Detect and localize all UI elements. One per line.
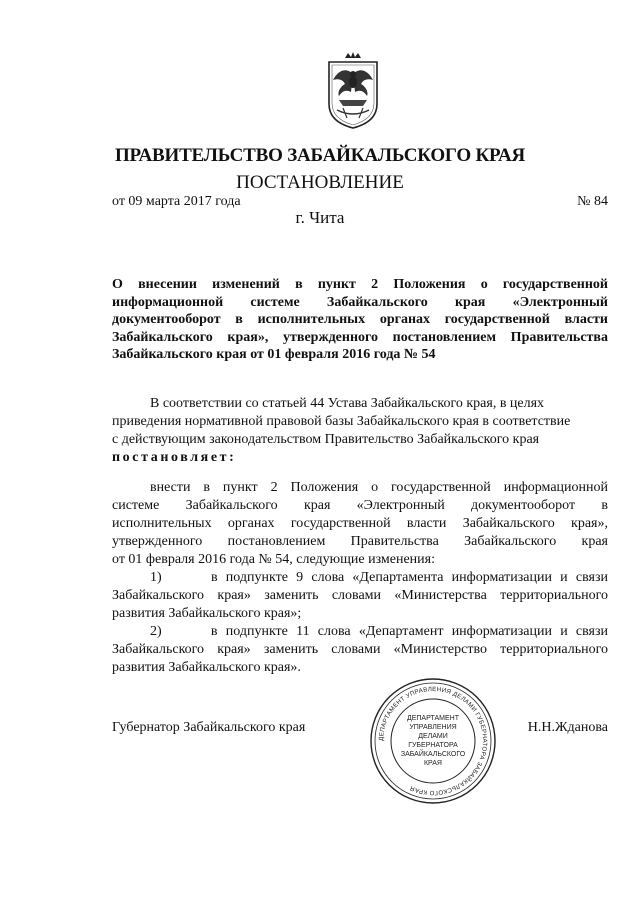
body-line: внести в пункт 2 Положения о государственной информационной	[150, 480, 608, 495]
official-stamp	[368, 676, 498, 806]
body-line: развития Забайкальского края»;	[112, 606, 302, 621]
body-line: Забайкальского края» заменить словами «Министерство территориального	[112, 642, 608, 657]
subject-line: информационной системе Забайкальского края «Электронный	[112, 294, 608, 310]
preamble-line: с действующим законодательством Правительство Забайкальского края	[112, 432, 540, 447]
svg-text:ДЕПАРТАМЕНТ УПРАВЛЕНИЯ ДЕЛАМИ	[378, 686, 488, 796]
coat-of-arms-emblem	[325, 52, 381, 130]
signer-position: Губернатор Забайкальского края	[112, 720, 306, 735]
body-line: Забайкальского края» заменить словами «Министерства территориального	[112, 588, 608, 603]
body-line: утвержденного постановлением Правительства Забайкальского края	[112, 534, 608, 549]
stamp-ring-text: ДЕПАРТАМЕНТ УПРАВЛЕНИЯ ДЕЛАМИ ГУБЕРНАТОРА ЗАБАЙКАЛЬСКОГО КРАЯ	[377, 685, 489, 797]
subject-line: О внесении изменений в пункт 2 Положения о государственной	[112, 277, 608, 292]
document-number: № 84	[577, 194, 608, 209]
subject-line: документооборот в исполнительных органах государственной власти	[112, 312, 608, 327]
body-item-2: 2) в подпункте 11 слова «Департамент информатизации и связи	[150, 624, 608, 639]
preamble-decree-word: постановляет:	[112, 450, 237, 465]
stamp-text-line: ГУБЕРНАТОРА	[408, 742, 458, 749]
government-title: ПРАВИТЕЛЬСТВО ЗАБАЙКАЛЬСКОГО КРАЯ	[114, 145, 526, 166]
body-line: исполнительных органах государственной власти Забайкальского края»,	[112, 516, 608, 531]
stamp-text-line: КРАЯ	[423, 760, 443, 767]
stamp-text-line: ДЕЛАМИ	[418, 733, 448, 740]
signer-name: Н.Н.Жданова	[527, 720, 608, 735]
body-line: от 01 февраля 2016 года № 54, следующие изменения:	[112, 552, 435, 567]
body-line: системе Забайкальского края «Электронный документооборот в	[112, 498, 608, 513]
document-subject	[112, 276, 608, 364]
stamp-text-line: ДЕПАРТАМЕНТ	[406, 715, 460, 722]
document-city: г. Чита	[295, 208, 345, 227]
subject-line: Забайкальского края от 01 февраля 2016 года № 54	[112, 347, 436, 362]
preamble-line: В соответствии со статьей 44 Устава Забайкальского края, в целях	[150, 396, 545, 411]
subject-line: Забайкальского края», утвержденного постановлением Правительства	[112, 329, 608, 345]
stamp-text-line: УПРАВЛЕНИЯ	[409, 724, 457, 731]
body-item-1: 1) в подпункте 9 слова «Департамента информатизации и связи	[150, 570, 608, 585]
preamble-line: приведения нормативной правовой базы Забайкальского края в соответствие	[112, 414, 571, 429]
body-line: развития Забайкальского края».	[112, 660, 301, 675]
stamp-text-line: ЗАБАЙКАЛЬСКОГО	[400, 751, 466, 758]
document-type: ПОСТАНОВЛЕНИЕ	[236, 172, 404, 193]
document-date: от 09 марта 2017 года	[112, 194, 241, 209]
